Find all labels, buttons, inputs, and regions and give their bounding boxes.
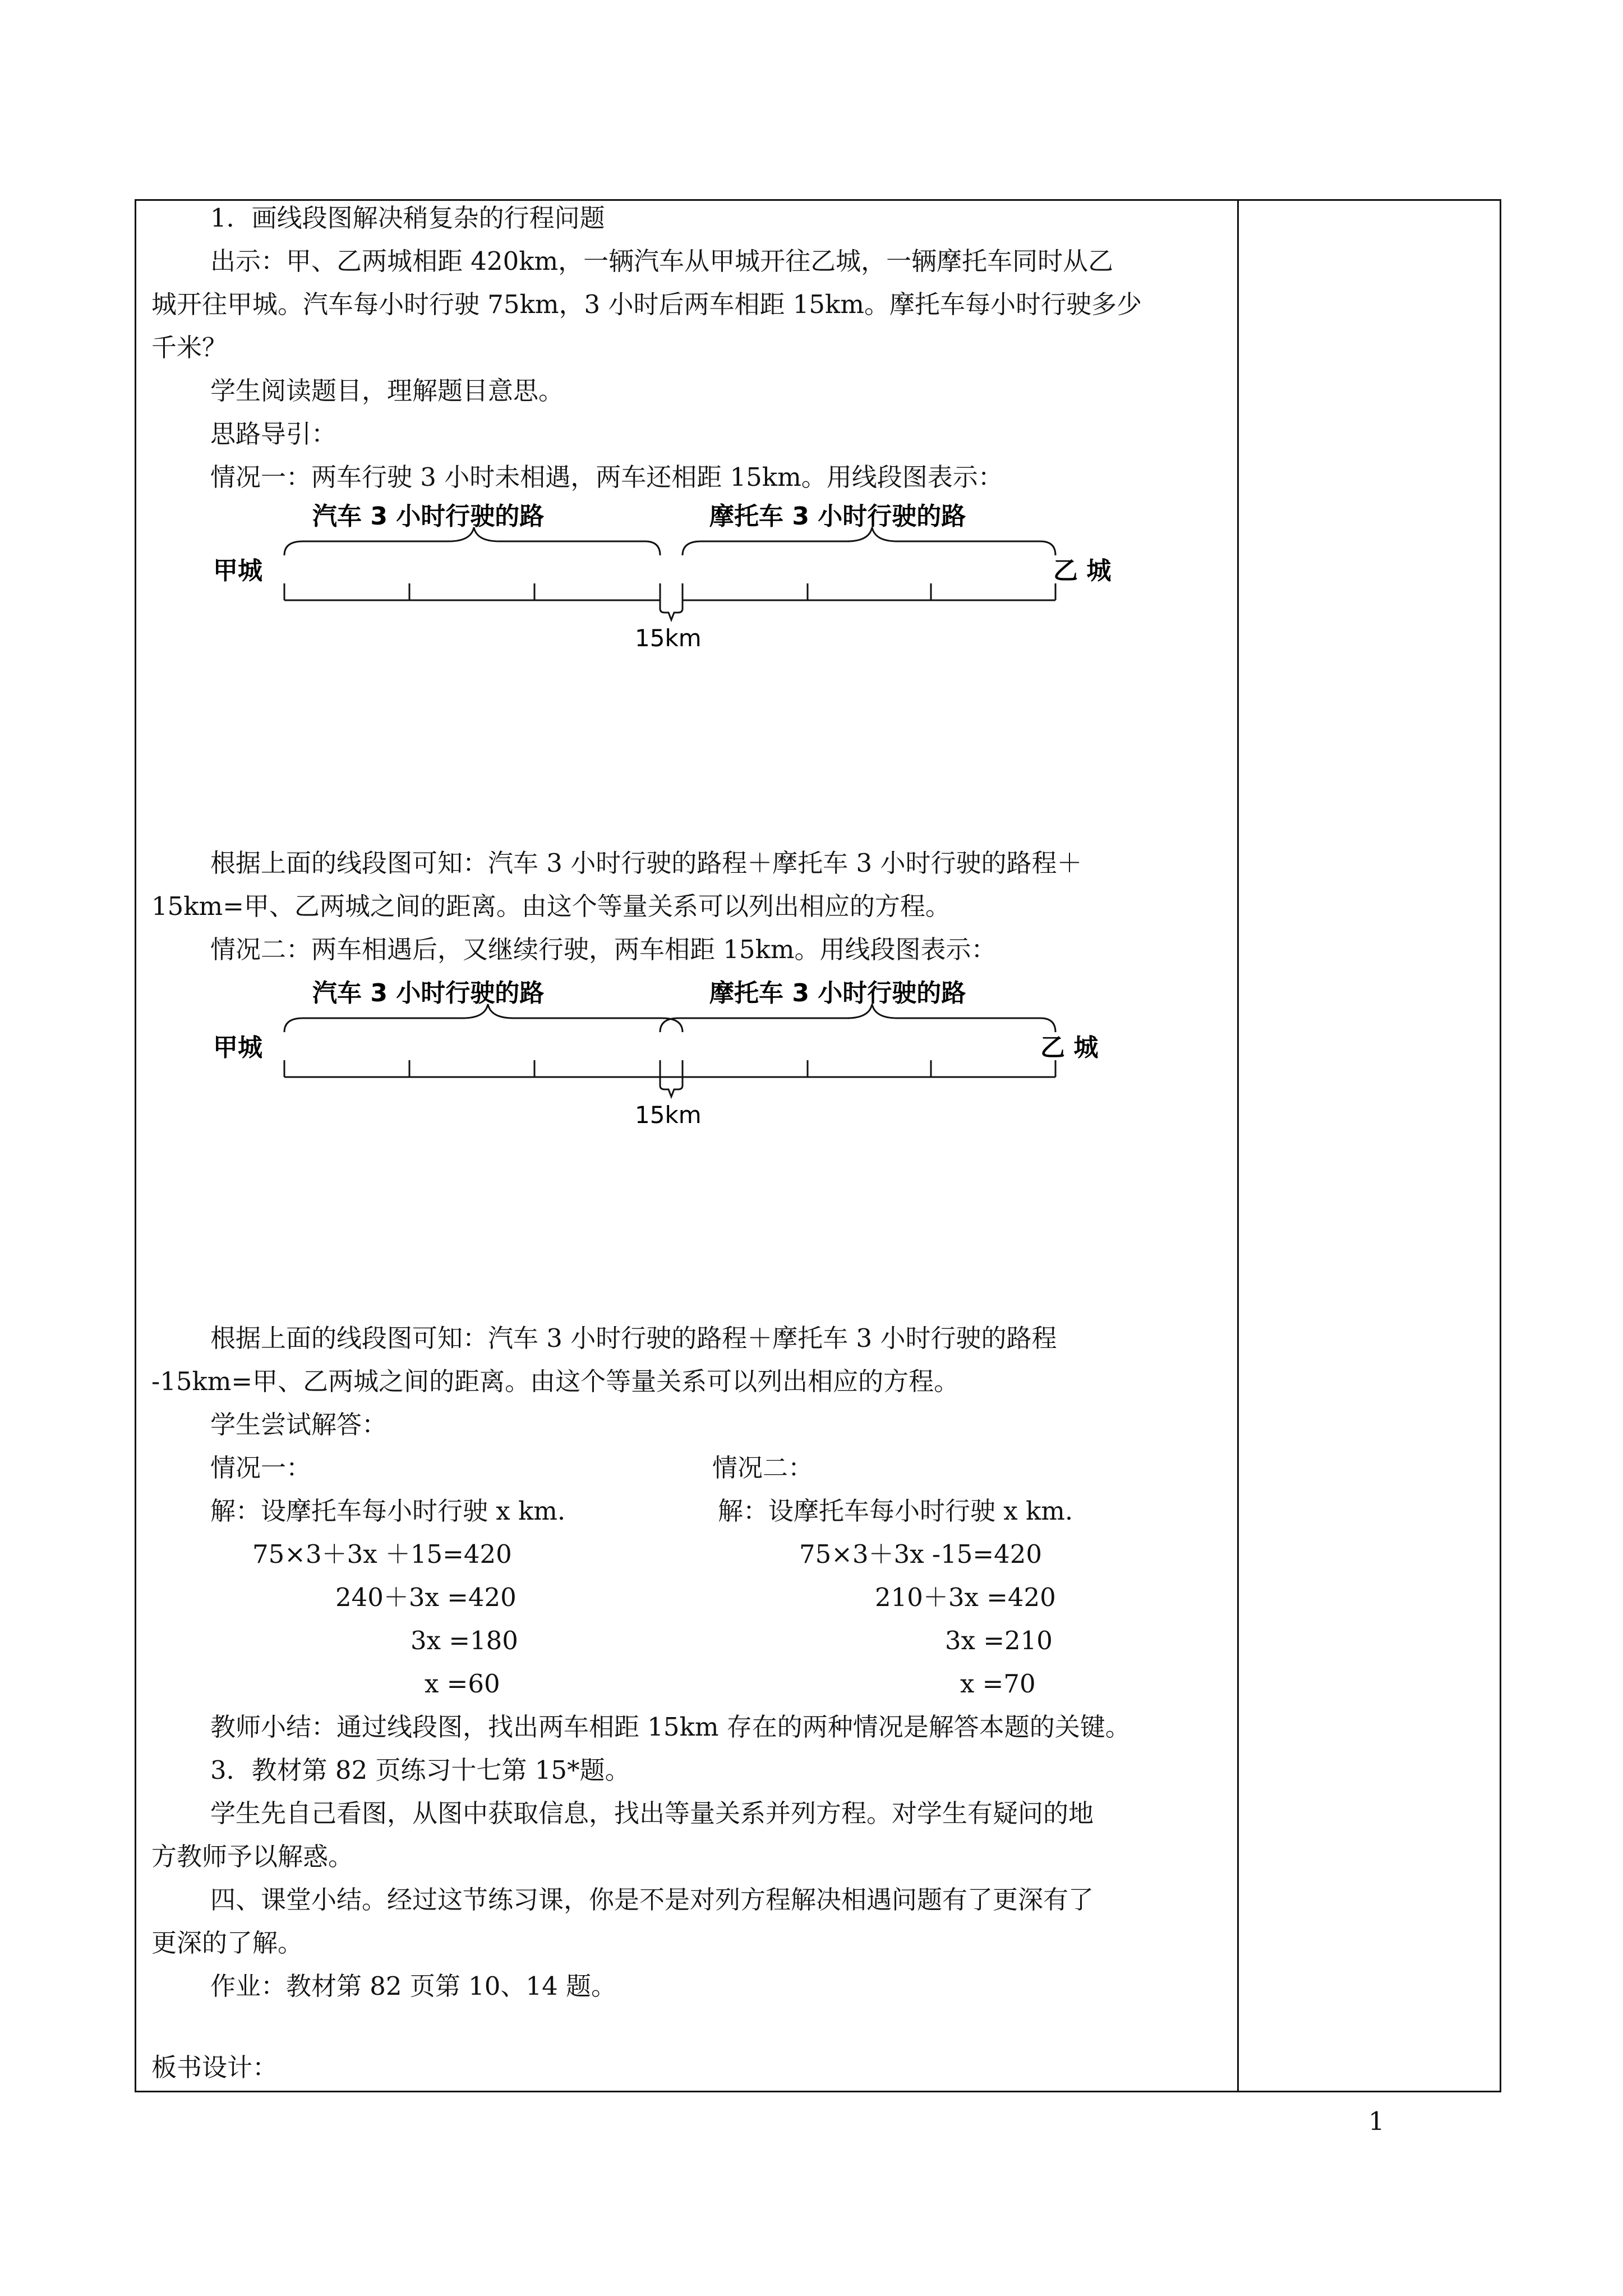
problem-line-2: 城开往甲城。汽车每小时行驶 75km，3 小时后两车相距 15km。摩托车每小时行驶多少 xyxy=(151,289,1142,319)
solution1-step-4: x =60 xyxy=(425,1669,500,1699)
solution2-step-2: 210＋3x =420 xyxy=(875,1582,1056,1612)
car-distance-label: 汽车 3 小时行驶的路 xyxy=(312,502,545,531)
solution1-setup: 解：设摩托车每小时行驶 x km. xyxy=(210,1496,566,1526)
segment-ticks xyxy=(284,583,1055,600)
case2-intro: 情况二：两车相遇后，又继续行驶，两车相距 15km。用线段图表示： xyxy=(210,935,997,964)
self-study-line-1: 学生先自己看图，从图中获取信息，找出等量关系并列方程。对学生有疑问的地 xyxy=(210,1798,1094,1828)
case1-conclusion-line-1: 根据上面的线段图可知：汽车 3 小时行驶的路程＋摩托车 3 小时行驶的路程＋ xyxy=(210,848,1082,878)
line-segment-diagram-case2 xyxy=(202,970,1144,1139)
city-yi-label: 乙 城 xyxy=(1053,556,1112,585)
city-jia-label: 甲城 xyxy=(213,1033,262,1062)
class-summary-line-2: 更深的了解。 xyxy=(151,1928,303,1958)
motorcycle-brace xyxy=(683,527,1055,555)
solution2-setup: 解：设摩托车每小时行驶 x km. xyxy=(718,1496,1073,1526)
car-distance-label: 汽车 3 小时行驶的路 xyxy=(312,979,545,1007)
class-summary-line-1: 四、课堂小结。经过这节练习课，你是不是对列方程解决相遇问题有了更深有了 xyxy=(210,1885,1094,1915)
line-segment-diagram-case1 xyxy=(202,494,1144,662)
motorcycle-brace xyxy=(660,1004,1055,1032)
attempt-heading: 学生尝试解答： xyxy=(210,1410,388,1439)
board-design-heading: 板书设计： xyxy=(151,2053,278,2082)
homework: 作业：教材第 82 页第 10、14 题。 xyxy=(210,1971,616,2001)
city-jia-label: 甲城 xyxy=(213,556,262,585)
motorcycle-distance-label: 摩托车 3 小时行驶的路 xyxy=(709,979,966,1007)
section-title: 1．画线段图解决稍复杂的行程问题 xyxy=(210,203,605,233)
gap-brace xyxy=(660,600,683,620)
motorcycle-distance-label: 摩托车 3 小时行驶的路 xyxy=(709,502,966,531)
car-brace xyxy=(284,527,660,555)
overlap-label: 15km xyxy=(635,1101,702,1129)
solution1-step-3: 3x =180 xyxy=(411,1626,518,1655)
problem-line-1: 出示：甲、乙两城相距 420km，一辆汽车从甲城开往乙城，一辆摩托车同时从乙 xyxy=(210,246,1114,276)
self-study-line-2: 方教师予以解惑。 xyxy=(151,1842,354,1871)
solution2-step-4: x =70 xyxy=(960,1669,1036,1699)
case1-conclusion-line-2: 15km=甲、乙两城之间的距离。由这个等量关系可以列出相应的方程。 xyxy=(151,891,951,921)
car-brace xyxy=(284,1004,683,1032)
segment-ticks xyxy=(284,1060,1055,1077)
read-instruction: 学生阅读题目，理解题目意思。 xyxy=(210,376,564,406)
case2-conclusion-line-1: 根据上面的线段图可知：汽车 3 小时行驶的路程＋摩托车 3 小时行驶的路程 xyxy=(210,1323,1057,1353)
exercise-line: 3．教材第 82 页练习十七第 15*题。 xyxy=(210,1755,630,1785)
case1-intro: 情况一：两车行驶 3 小时未相遇，两车还相距 15km。用线段图表示： xyxy=(210,462,1003,492)
solution2-step-3: 3x =210 xyxy=(945,1626,1053,1655)
city-yi-label: 乙 城 xyxy=(1040,1033,1099,1062)
guide-heading: 思路导引： xyxy=(210,419,337,449)
page-number: 1 xyxy=(1368,2106,1385,2136)
problem-line-3: 千米？ xyxy=(151,333,228,362)
solution1-title: 情况一： xyxy=(210,1453,312,1483)
solution1-step-1: 75×3＋3x ＋15=420 xyxy=(252,1539,512,1569)
gap-label: 15km xyxy=(635,624,702,652)
solution2-title: 情况二： xyxy=(712,1453,814,1483)
solution1-step-2: 240＋3x =420 xyxy=(335,1582,517,1612)
case2-conclusion-line-2: -15km=甲、乙两城之间的距离。由这个等量关系可以列出相应的方程。 xyxy=(151,1366,960,1396)
teacher-summary: 教师小结：通过线段图，找出两车相距 15km 存在的两种情况是解答本题的关键。 xyxy=(210,1712,1131,1742)
solution2-step-1: 75×3＋3x -15=420 xyxy=(799,1539,1042,1569)
overlap-brace xyxy=(660,1077,683,1097)
